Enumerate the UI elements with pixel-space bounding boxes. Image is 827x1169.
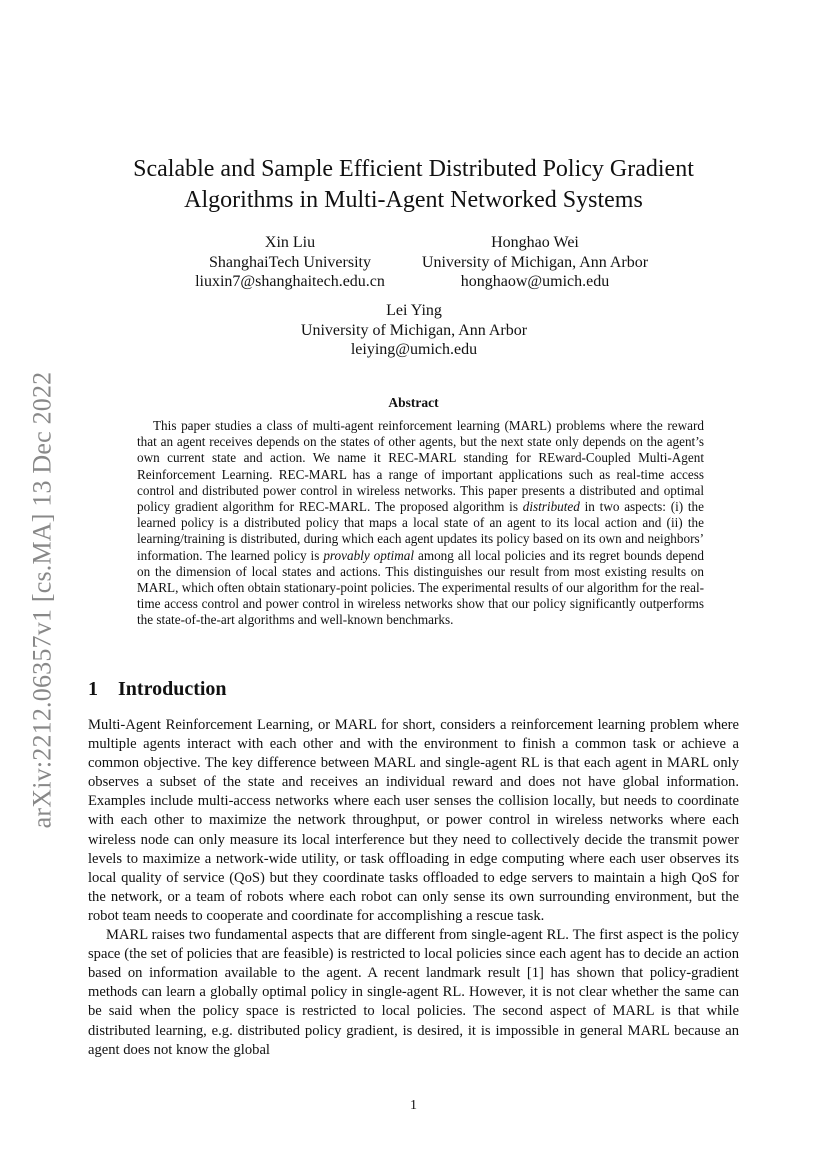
section-number: 1 — [88, 678, 98, 700]
page-number: 1 — [410, 1098, 417, 1113]
section-heading — [88, 678, 227, 701]
abstract-emphasis-provably-optimal: provably optimal — [323, 547, 414, 563]
author-block-3 — [264, 301, 564, 360]
author-email: liuxin7@shanghaitech.edu.cn — [195, 273, 385, 290]
arxiv-identifier-stamp — [24, 350, 60, 850]
title-line-2: Algorithms in Multi-Agent Networked Systems — [184, 187, 643, 213]
author-affiliation: University of Michigan, Ann Arbor — [421, 253, 649, 271]
abstract-part-3: among all local policies and its regret bounds depend on the dimension of local states and actions. This distinguishes our result from most existing results on MARL, which often obtain stationary-point policies. The experimental results of our algorithm for the real-time access control and power control in wireless networks show that our policy significantly outperforms the state-of-the-art algorithms and well-known benchmarks. — [137, 547, 704, 628]
author-name: Honghao Wei — [491, 234, 579, 251]
author-block-2 — [390, 233, 680, 292]
abstract-heading: Abstract — [388, 395, 439, 410]
abstract-text — [137, 418, 704, 629]
author-name: Lei Ying — [386, 302, 442, 319]
author-email: honghaow@umich.edu — [460, 273, 610, 290]
author-affiliation: University of Michigan, Ann Arbor — [300, 321, 528, 339]
author-email: leiying@umich.edu — [350, 341, 478, 358]
title-line-1: Scalable and Sample Efficient Distributed Policy Gradient — [133, 156, 694, 182]
author-name: Xin Liu — [264, 234, 316, 251]
section-title: Introduction — [118, 678, 227, 700]
abstract-emphasis-distributed: distributed — [522, 499, 580, 515]
author-block-1 — [150, 233, 430, 292]
paragraph-2: MARL raises two fundamental aspects that are different from single-agent RL. The first aspect is the policy space (the set of policies that are feasible) is restricted to local policies since each agent has to decide an action based on information available to the agent. A recent landmark result [1] has shown that policy-gradient methods can learn a globally optimal policy in single-agent RL. However, it is not clear whether the same can be said when the policy space is restricted to local policies. The second aspect of MARL is that while distributed learning, e.g. distributed policy gradient, is desired, it is impossible in general MARL because an agent does not know the global — [88, 927, 739, 1058]
abstract-part-1: This paper studies a class of multi-agent reinforcement learning (MARL) problems where the reward that an agent receives depends on the states of other agents, but the next state only depends on the agent’s own current state and action. We name it REC-MARL standing for REward-Coupled Multi-Agent Reinforcement Learning. REC-MARL has a range of important applications such as real-time access control and distributed power control in wireless networks. This paper presents a distributed and optimal policy gradient algorithm for REC-MARL. The proposed algorithm is — [137, 418, 704, 515]
paragraph-1: Multi-Agent Reinforcement Learning, or MARL for short, considers a reinforcement learning problem where multiple agents interact with each other and with the environment to finish a common task or achieve a common objective. The key difference between MARL and single-agent RL is that each agent in MARL only observes a subset of the state and receives an individual reward and does not have global information. Examples include multi-access networks where each user senses the collision locally, but needs to coordinate with each other to maximize the network throughput, or power control in wireless networks where each wireless node can only measure its local interference but they need to collectively decide the transmit power levels to maximize a network-wide utility, or task offloading in edge computing where each user observes its local quality of service (QoS) but they coordinate tasks offloaded to edge servers to maintain a high QoS for the network, or a team of robots where each robot can only sense its own surrounding environment, but the robot team needs to cooperate and coordinate for accomplishing a rescue task. — [88, 717, 739, 924]
section-body — [88, 716, 739, 1060]
abstract-part-2: in two aspects: (i) the learned policy is a distributed policy that maps a local state of an agent to its local action and (ii) the learning/training is distributed, during which each agent updates its policy based on its own and neighbors’ information. The learned policy is — [137, 499, 704, 563]
paper-title — [90, 154, 737, 216]
author-affiliation: ShanghaiTech University — [209, 253, 371, 271]
arxiv-identifier: arXiv:2212.06357v1 [cs.MA] 13 Dec 2022 — [27, 371, 56, 829]
